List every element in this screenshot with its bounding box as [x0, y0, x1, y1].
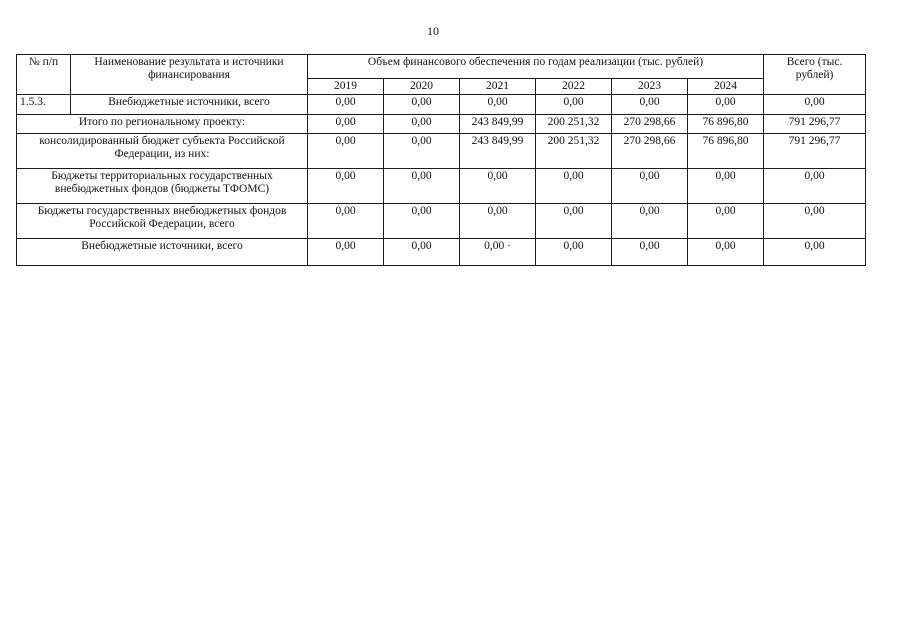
- row-name: Бюджеты территориальных государственных внебюджетных фондов (бюджеты ТФОМС): [17, 169, 308, 204]
- row-value: 0,00 ·: [460, 239, 536, 266]
- table-row: [17, 134, 866, 169]
- row-name: Бюджеты государственных внебюджетных фондов Российской Федерации, всего: [17, 204, 308, 239]
- header-year: 2022: [536, 79, 612, 95]
- row-value: 0,00: [612, 204, 688, 239]
- row-value: 0,00: [384, 134, 460, 169]
- row-value: 200 251,32: [536, 134, 612, 169]
- row-value: 76 896,80: [688, 134, 764, 169]
- row-value: 0,00: [308, 239, 384, 266]
- row-value: 0,00: [688, 95, 764, 115]
- row-value: 200 251,32: [536, 115, 612, 134]
- row-name: Внебюджетные источники, всего: [71, 95, 308, 115]
- row-value: 0,00: [688, 169, 764, 204]
- header-year: 2024: [688, 79, 764, 95]
- row-total: 791 296,77: [764, 115, 866, 134]
- row-value: 0,00: [460, 204, 536, 239]
- table-row: [17, 204, 866, 239]
- row-value: 0,00: [460, 95, 536, 115]
- row-name: Итого по региональному проекту:: [17, 115, 308, 134]
- row-value: 243 849,99: [460, 115, 536, 134]
- row-total: 791 296,77: [764, 134, 866, 169]
- row-value: 0,00: [308, 115, 384, 134]
- row-value: 0,00: [612, 239, 688, 266]
- row-name: консолидированный бюджет субъекта Российской Федерации, из них:: [17, 134, 308, 169]
- header-num: № п/п: [17, 55, 71, 95]
- row-value: 0,00: [384, 95, 460, 115]
- row-value: 0,00: [688, 239, 764, 266]
- row-value: 0,00: [384, 204, 460, 239]
- financing-table: [16, 54, 866, 266]
- row-value: 270 298,66: [612, 134, 688, 169]
- page-number: 10: [427, 24, 439, 38]
- row-value: 0,00: [384, 239, 460, 266]
- row-value: 243 849,99: [460, 134, 536, 169]
- row-value: 0,00: [308, 134, 384, 169]
- row-num: 1.5.3.: [17, 95, 71, 115]
- row-value: 0,00: [308, 95, 384, 115]
- row-value: 0,00: [460, 169, 536, 204]
- row-value: 0,00: [612, 169, 688, 204]
- row-value: 0,00: [612, 95, 688, 115]
- row-value: 76 896,80: [688, 115, 764, 134]
- header-year: 2019: [308, 79, 384, 95]
- row-value: 0,00: [536, 239, 612, 266]
- row-value: 0,00: [536, 169, 612, 204]
- row-value: 0,00: [308, 204, 384, 239]
- header-volume: Объем финансового обеспечения по годам реализации (тыс. рублей): [308, 55, 764, 79]
- row-value: 0,00: [384, 115, 460, 134]
- row-total: 0,00: [764, 239, 866, 266]
- header-year: 2023: [612, 79, 688, 95]
- table-row: [17, 95, 866, 115]
- table-row: [17, 239, 866, 266]
- row-value: 0,00: [384, 169, 460, 204]
- header-total: Всего (тыс. рублей): [764, 55, 866, 95]
- row-total: 0,00: [764, 204, 866, 239]
- header-name: Наименование результата и источники финансирования: [71, 55, 308, 95]
- header-row: [17, 55, 866, 79]
- row-name: Внебюджетные источники, всего: [17, 239, 308, 266]
- table-row: [17, 169, 866, 204]
- row-value: 0,00: [688, 204, 764, 239]
- row-value: 0,00: [536, 95, 612, 115]
- row-total: 0,00: [764, 169, 866, 204]
- row-value: 270 298,66: [612, 115, 688, 134]
- header-year: 2020: [384, 79, 460, 95]
- table-row: [17, 115, 866, 134]
- row-value: 0,00: [308, 169, 384, 204]
- row-total: 0,00: [764, 95, 866, 115]
- row-value: 0,00: [536, 204, 612, 239]
- header-year: 2021: [460, 79, 536, 95]
